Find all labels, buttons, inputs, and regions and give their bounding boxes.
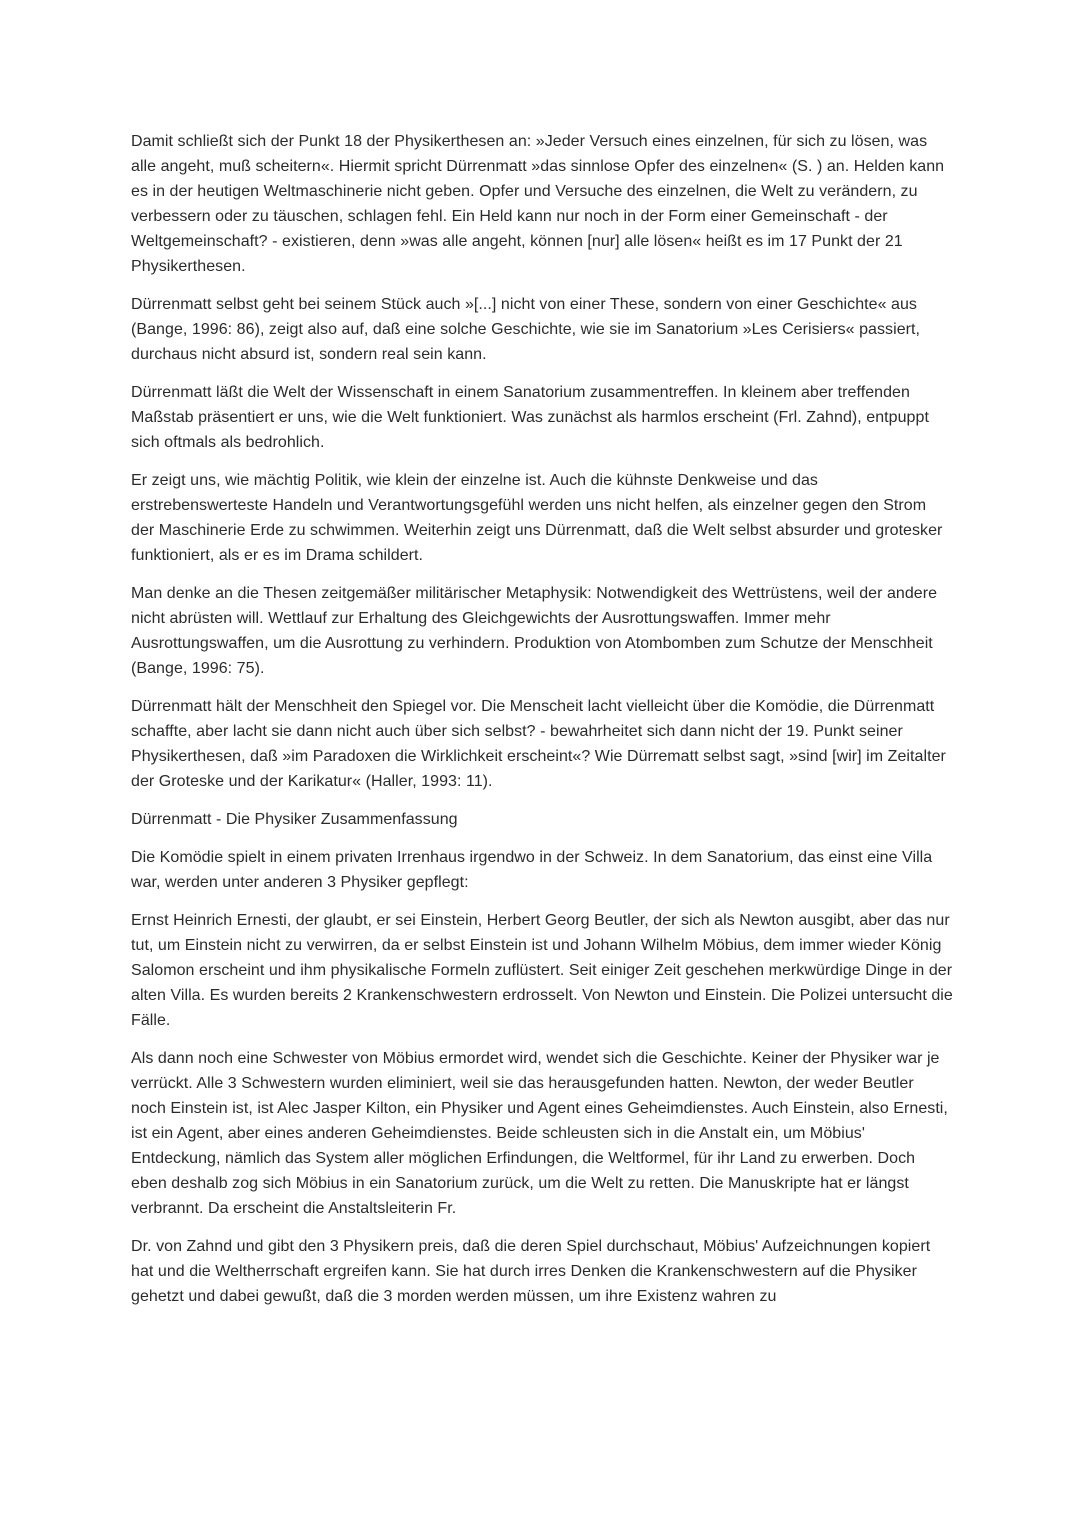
paragraph-politik: Er zeigt uns, wie mächtig Politik, wie klein der einzelne ist. Auch die kühnste Denkweise und das erstrebenswerteste Handeln und Verantwortungsgefühl werden uns nicht helfen, als einzelner gegen den Strom der Maschinerie Erde zu schwimmen. Weiterhin zeigt uns Dürrenmatt, daß die Welt selbst absurder und grotesker funktioniert, als er es im Drama schildert. xyxy=(131,472,943,564)
paragraph-metaphysik: Man denke an die Thesen zeitgemäßer militärischer Metaphysik: Notwendigkeit des Wettrüstens, weil der andere nicht abrüsten will. Wettlauf zur Erhaltung des Gleichgewichts der Ausrottungswaffen. Immer mehr Ausrottungswaffen, um die Ausrottung zu verhindern. Produktion von Atombomben zum Schutze der Menschheit (Bange, 1996: 75). xyxy=(131,585,938,677)
paragraph-physikerthesen-18: Damit schließt sich der Punkt 18 der Physikerthesen an: »Jeder Versuch eines einzelnen, für sich zu lösen, was alle angeht, muß scheitern«. Hiermit spricht Dürrenmatt »das sinnlose Opfer des einzelnen« (S. ) an. Helden kann es in der heutigen Weltmaschinerie nicht geben. Opfer und Versuche des einzelnen, die Welt zu verändern, zu verbessern oder zu täuschen, schlagen fehl. Ein Held kann nur noch in der Form einer Gemeinschaft - der Weltgemeinschaft? - existieren, denn »was alle angeht, können [nur] alle lösen« heißt es im 17 Punkt der 21 Physikerthesen. xyxy=(131,133,945,275)
section-heading: Dürrenmatt - Die Physiker Zusammenfassung xyxy=(131,811,458,828)
paragraph-spiegel: Dürrenmatt hält der Menschheit den Spiegel vor. Die Menscheit lacht vielleicht über die Komödie, die Dürrenmatt schaffte, aber lacht sie dann nicht auch über sich selbst? - bewahrheitet sich dann nicht der 19. Punkt seiner Physikerthesen, daß »im Paradoxen die Wirklichkeit erscheint«? Wie Dürrematt selbst sagt, »sind [wir] im Zeitalter der Groteske und der Karikatur« (Haller, 1993: 11). xyxy=(131,698,946,790)
paragraph-geschichte: Dürrenmatt selbst geht bei seinem Stück auch »[...] nicht von einer These, sondern von einer Geschichte« aus (Bange, 1996: 86), zeigt also auf, daß eine solche Geschichte, wie sie im Sanatorium »Les Cerisiers« passiert, durchaus nicht absurd ist, sondern real sein kann. xyxy=(131,296,921,363)
paragraph-physiker: Ernst Heinrich Ernesti, der glaubt, er sei Einstein, Herbert Georg Beutler, der sich als Newton ausgibt, aber das nur tut, um Einstein nicht zu verwirren, da er selbst Einstein ist und Johann Wilhelm Möbius, dem immer wieder König Salomon erscheint und ihm physikalische Formeln zuflüstert. Seit einiger Zeit geschehen merkwürdige Dinge in der alten Villa. Es wurden bereits 2 Krankenschwestern erdrosselt. Von Newton und Einstein. Die Polizei untersucht die Fälle. xyxy=(131,912,953,1029)
paragraph-sanatorium: Dürrenmatt läßt die Welt der Wissenschaft in einem Sanatorium zusammentreffen. In kleinem aber treffenden Maßstab präsentiert er uns, wie die Welt funktioniert. Was zunächst als harmlos erscheint (Frl. Zahnd), entpuppt sich oftmals als bedrohlich. xyxy=(131,384,929,451)
paragraph-wendung: Als dann noch eine Schwester von Möbius ermordet wird, wendet sich die Geschichte. Keiner der Physiker war je verrückt. Alle 3 Schwestern wurden eliminiert, weil sie das herausgefunden hatten. Newton, der weder Beutler noch Einstein ist, ist Alec Jasper Kilton, ein Physiker und Agent eines Geheimdienstes. Auch Einstein, also Ernesti, ist ein Agent, aber eines anderen Geheimdienstes. Beide schleusten sich in die Anstalt ein, um Möbius' Entdeckung, nämlich das System aller möglichen Erfindungen, die Weltformel, für ihr Land zu erwerben. Doch eben deshalb zog sich Möbius in ein Sanatorium zurück, um die Welt zu retten. Die Manuskripte hat er längst verbrannt. Da erscheint die Anstaltsleiterin Fr. xyxy=(131,1050,948,1217)
paragraph-zahnd: Dr. von Zahnd und gibt den 3 Physikern preis, daß die deren Spiel durchschaut, Möbius' Aufzeichnungen kopiert hat und die Weltherrschaft ergreifen kann. Sie hat durch irres Denken die Krankenschwestern auf die Physiker gehetzt und dabei gewußt, daß die 3 morden werden müssen, um ihre Existenz wahren zu xyxy=(131,1238,931,1305)
document-page xyxy=(131,129,953,1322)
paragraph-komoedie: Die Komödie spielt in einem privaten Irrenhaus irgendwo in der Schweiz. In dem Sanatorium, das einst eine Villa war, werden unter anderen 3 Physiker gepflegt: xyxy=(131,849,933,891)
